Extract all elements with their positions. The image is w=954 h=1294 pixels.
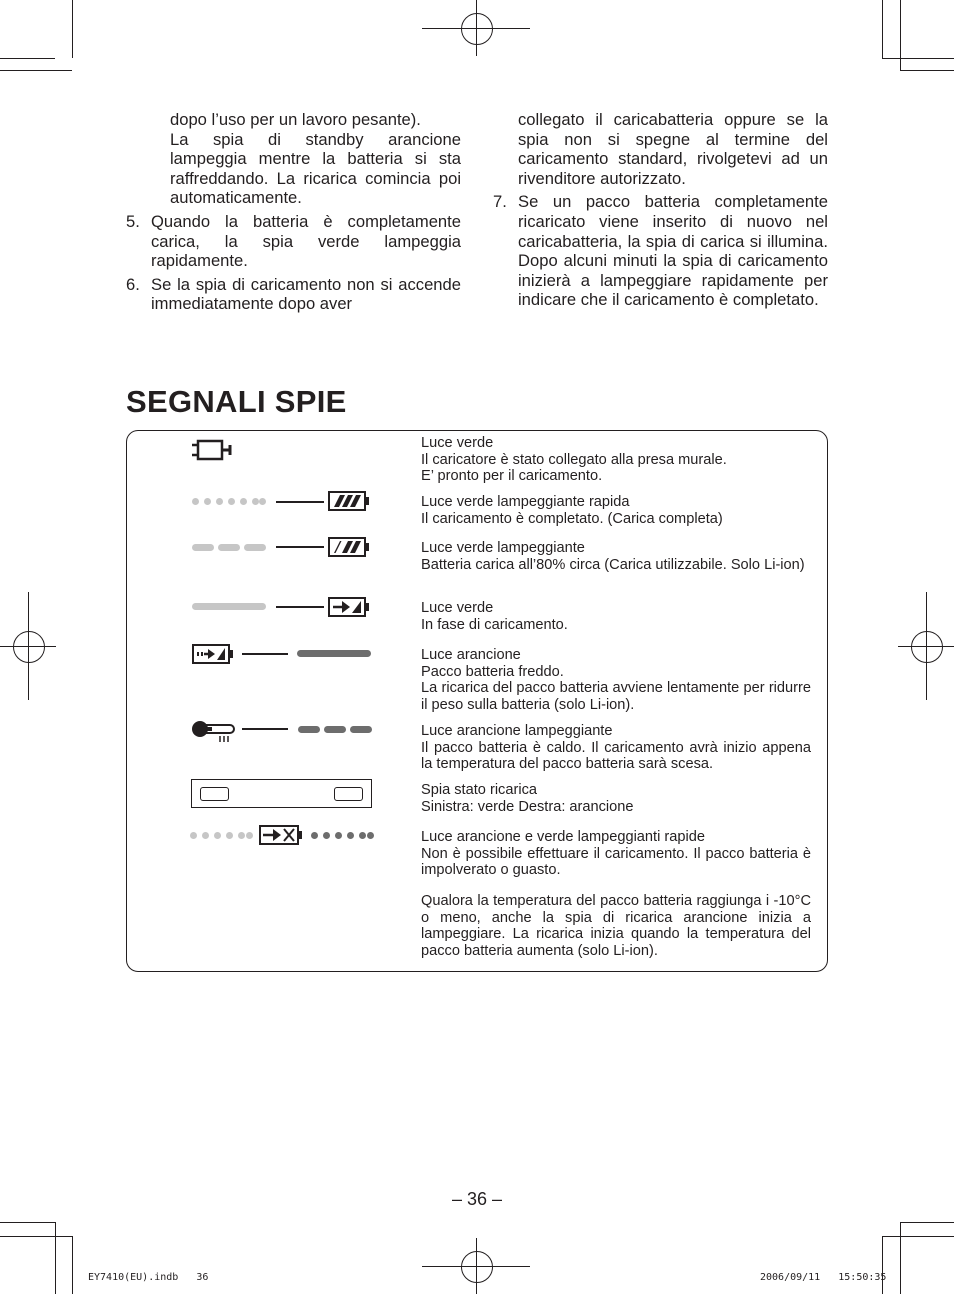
thermometer-icon (190, 718, 236, 749)
signal-desc-2: Luce verde lampeggiante rapida Il caricamento è completato. (Carica completa) (421, 494, 723, 527)
battery-charging-icon (328, 597, 372, 622)
list-item-7: 7. Se un pacco batteria completamente ricaricato viene inserito di nuovo nel caricabatteria, la spia di carica si illumina. Dopo alcuni minuti la spia di caricamento inizierà a lampeggiare rapidamente per indicare che il caricamento è completato. (493, 192, 828, 310)
plug-icon (190, 437, 236, 468)
temperature-note: Qualora la temperatura del pacco batteria raggiunga i -10°C o meno, anche la spia di ricarica arancione inizia a lampeggiare. La ricarica inizia quando la temperatura del pacco batteria aumenta (solo Li-ion). (421, 893, 811, 959)
section-title: SEGNALI SPIE (126, 384, 347, 419)
signal-desc-1: Luce verde Il caricatore è stato collegato alla presa murale. E’ pronto per il caricamento. (421, 435, 727, 485)
signal-desc-4: Luce verde In fase di caricamento. (421, 600, 568, 633)
signal-desc-3: Luce verde lampeggiante Batteria carica all’80% circa (Carica utilizzabile. Solo Li-ion) (421, 540, 805, 573)
signal-desc-5: Luce arancione Pacco batteria freddo. La ricarica del pacco batteria avviene lentamente per ridurre il peso sulla batteria (solo Li-ion). (421, 647, 811, 713)
right-column (493, 110, 828, 310)
signal-desc-8: Luce arancione e verde lampeggianti rapide Non è possibile effettuare il caricamento. Il pacco batteria è impolverato o guasto. (421, 829, 811, 879)
left-column (126, 110, 461, 314)
cold-battery-icon (192, 644, 236, 669)
signal-desc-6: Luce arancione lampeggiante Il pacco batteria è caldo. Il caricamento avrà inizio appena la temperatura del pacco batteria sarà scesa. (421, 723, 811, 773)
right-lamp-icon (334, 787, 363, 801)
status-panel-icon (191, 779, 372, 808)
battery-80-icon (328, 537, 372, 562)
footer-file: EY7410(EU).indb 36 (88, 1272, 209, 1283)
continuation-paragraph: collegato il caricabatteria oppure se la spia non si spegne al termine del caricamento standard, rivolgetevi ad un rivenditore autorizzato. (518, 110, 828, 188)
battery-full-icon (328, 491, 372, 516)
charge-error-icon (259, 825, 303, 850)
continuation-line: dopo l’uso per un lavoro pesante). (170, 110, 421, 129)
continuation-paragraph: La spia di standby arancione lampeggia mentre la batteria si sta raffreddando. La ricarica comincia poi automaticamente. (170, 129, 461, 208)
list-item-5: 5. Quando la batteria è completamente carica, la spia verde lampeggia rapidamente. (126, 211, 461, 271)
left-lamp-icon (200, 787, 229, 801)
signal-desc-7: Spia stato ricarica Sinistra: verde Destra: arancione (421, 782, 634, 815)
footer-timestamp: 2006/09/11 15:50:35 (760, 1272, 887, 1283)
page-number: – 36 – (451, 1189, 503, 1209)
list-item-6: 6. Se la spia di caricamento non si accende immediatamente dopo aver (126, 274, 461, 314)
